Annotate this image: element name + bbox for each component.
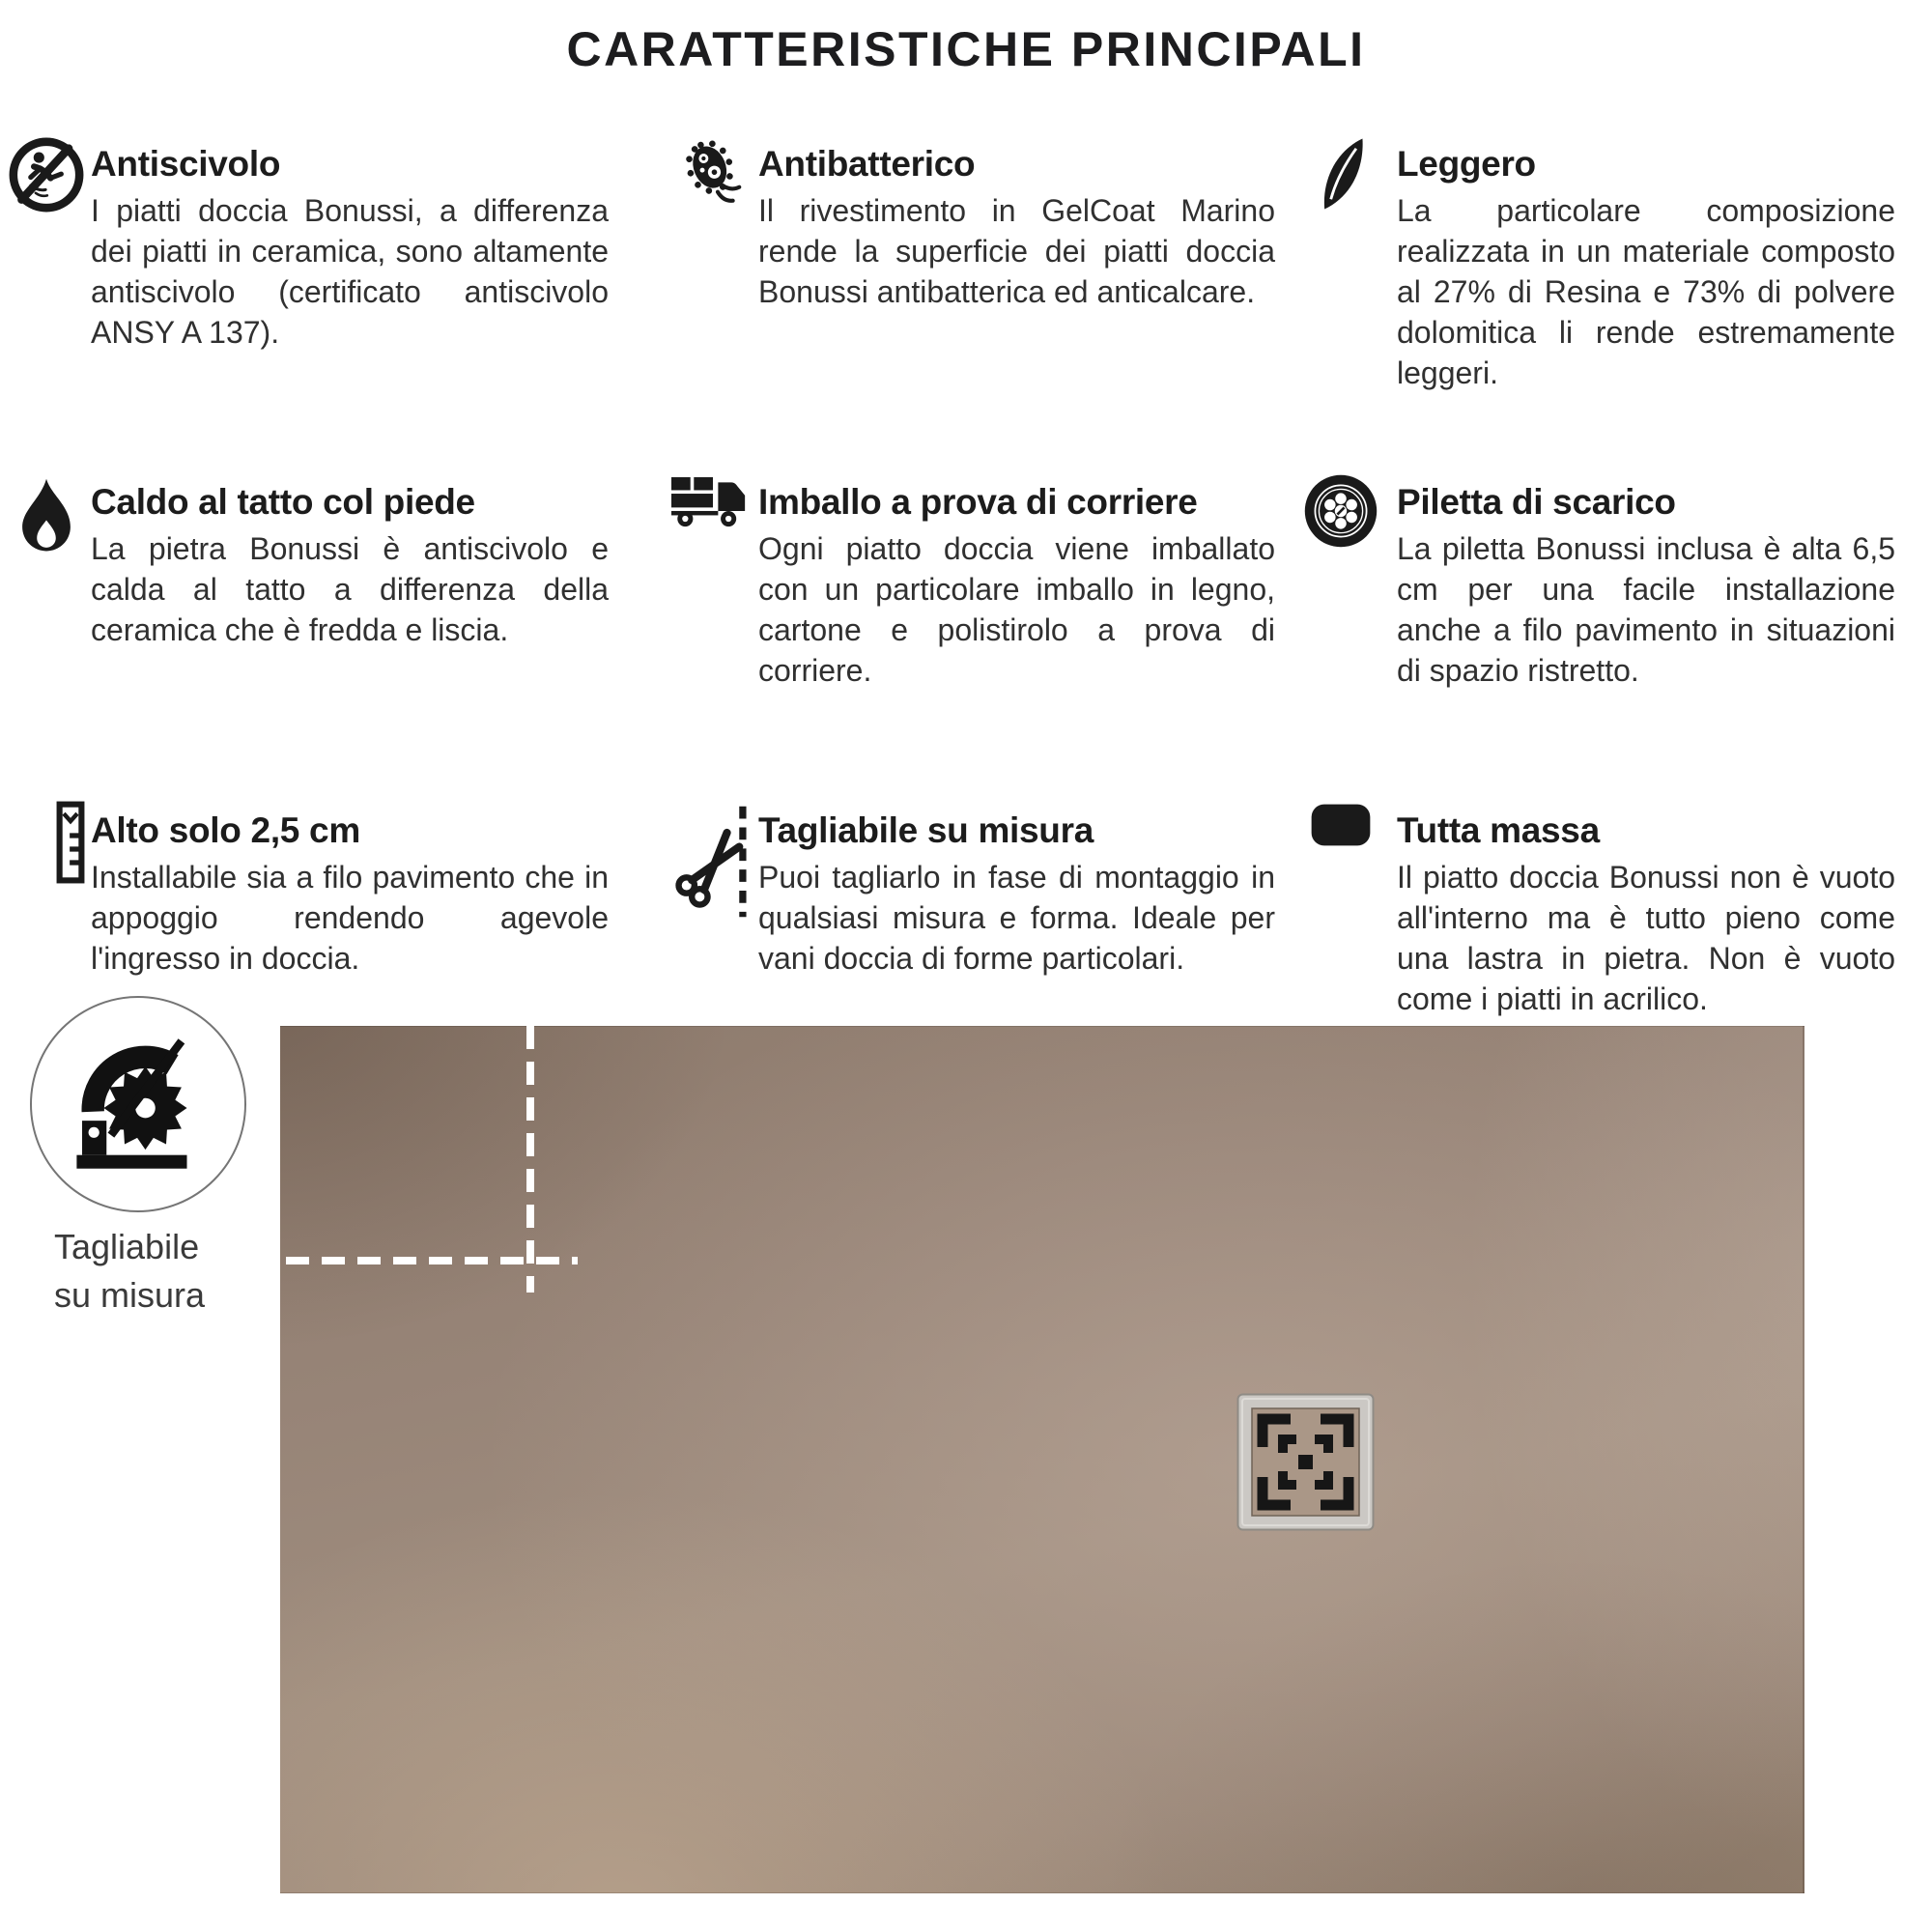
scissors-icon: [672, 802, 753, 922]
feature-leggero: [1301, 143, 1893, 393]
solid-mass-icon: [1309, 802, 1373, 848]
feature-body: La pietra Bonussi è antiscivolo e calda al tatto a differenza della ceramica che è fredda e liscia.: [91, 531, 609, 647]
feature-antiscivolo: [0, 143, 665, 353]
feather-icon: [1309, 135, 1373, 213]
feature-row-3: [0, 810, 1893, 1019]
antibacterial-icon: [672, 135, 753, 209]
anti-slip-icon: [8, 135, 85, 214]
page-title: CARATTERISTICHE PRINCIPALI: [566, 22, 1366, 76]
feature-imballo: [665, 481, 1301, 691]
feature-tagliabile: [665, 810, 1301, 979]
feature-body: Ogni piatto doccia viene imballato con un particolare imballo in legno, cartone e polistirolo a prova di corriere.: [758, 531, 1275, 688]
feature-row-2: [0, 481, 1893, 691]
feature-title: Caldo al tatto col piede: [91, 482, 475, 522]
feature-title: Piletta di scarico: [1397, 482, 1676, 522]
cut-to-size-badge: [30, 996, 246, 1212]
flame-icon: [8, 473, 85, 558]
feature-tutta-massa: [1301, 810, 1893, 1019]
feature-antibatterico: [665, 143, 1301, 312]
feature-body: La particolare composizione realizzata in un materiale composto al 27% di Resina e 73% di polvere dolomitica li rende estremamente leggeri.: [1397, 193, 1895, 390]
feature-piletta: [1301, 481, 1893, 691]
badge-label: [54, 1223, 205, 1320]
feature-alto-solo: [0, 810, 665, 979]
feature-title: Alto solo 2,5 cm: [91, 810, 360, 850]
cut-line-vertical: [526, 1026, 534, 1293]
badge-label-line1: Tagliabile: [54, 1227, 200, 1266]
feature-body: La piletta Bonussi inclusa è alta 6,5 cm per una facile installazione anche a filo pavimento in situazioni di spazio ristretto.: [1397, 531, 1895, 688]
feature-body: Puoi tagliarlo in fase di montaggio in qualsiasi misura e forma. Ideale per vani doccia di forme particolari.: [758, 860, 1275, 976]
drain-icon: [1309, 473, 1373, 549]
feature-title: Imballo a prova di corriere: [758, 482, 1198, 522]
feature-row-1: [0, 143, 1893, 393]
feature-body: Il piatto doccia Bonussi non è vuoto all'interno ma è tutto pieno come una lastra in pietra. Non è vuoto come i piatti in acrilico.: [1397, 860, 1895, 1016]
feature-body: Installabile sia a filo pavimento che in appoggio rendendo agevole l'ingresso in doccia.: [91, 860, 609, 976]
shower-tray-photo: [280, 1026, 1804, 1893]
badge-label-line2: su misura: [54, 1275, 206, 1315]
circular-saw-icon: [66, 1025, 211, 1183]
feature-title: Antibatterico: [758, 144, 976, 184]
feature-title: Tagliabile su misura: [758, 810, 1094, 850]
feature-body: I piatti doccia Bonussi, a differenza dei piatti in ceramica, sono altamente antiscivolo (certificato antiscivolo ANSY A 137).: [91, 193, 609, 350]
delivery-truck-icon: [672, 473, 753, 531]
feature-body: Il rivestimento in GelCoat Marino rende la superficie dei piatti doccia Bonussi antibatterica ed anticalcare.: [758, 193, 1275, 309]
feature-title: Tutta massa: [1397, 810, 1600, 850]
ruler-icon: [8, 802, 85, 883]
feature-caldo-al-tatto: [0, 481, 665, 650]
feature-title: Leggero: [1397, 144, 1536, 184]
feature-title: Antiscivolo: [91, 144, 281, 184]
drain-cover: [1236, 1393, 1375, 1531]
cut-line-horizontal: [286, 1257, 578, 1264]
